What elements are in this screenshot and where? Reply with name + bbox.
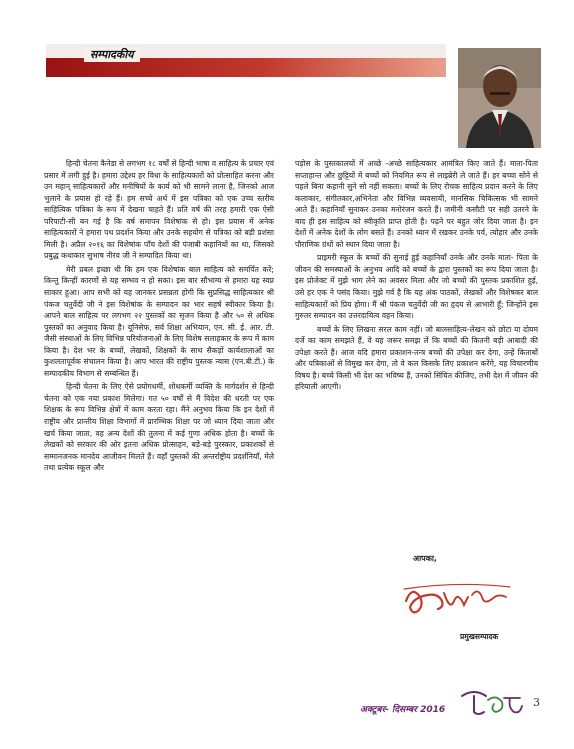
right-column: [295, 158, 538, 395]
paragraph: बच्चों के लिए लिखना सरल काम नहीं। जो बालसाहित्य-लेखन को छोटा या दोयम दर्जे का काम समझते हैं, वे यह जरूर समझ लें कि बच्चों की कितनी बड़ी आबादी की उपेक्षा करते हैं। आज यदि हमारा प्रकाशन-तन्त्र बच्चों की उपेक्षा कर देगा, उन्हें किताबों और पत्रिकाओं से विमुख कर देगा, तो वे कल किसके लिए प्रकाशन करेंगे, यह विचारणीय विषय है। बच्चे किसी भी देश का भविष्य हैं, उनको सिंचित कीजिए, तभी देश में जीवन की हरियाली आएगी।: [295, 324, 538, 392]
paragraph: मेरी प्रबल इच्छा थी कि हम एक विशेषांक बाल साहित्य को समर्पित करें; किन्तु किन्हीं कारणों से यह सम्भव न हो सका। इस बार सौभाग्य से हमारा यह स्वप्न साकार हुआ। आप सभी को यह जानकर प्रसन्नता होगी कि सुप्रसिद्ध साहित्यकार श्री पंकज चतुर्वेदी जी ने इस विशेषांक के सम्पादन का भार सहर्ष स्वीकार किया है। आपने बाल साहित्य पर लगभग २२ पुस्तकों का सृजन किया है और ५० से अधिक पुस्तकों का अनुवाद किया है। यूनिसेफ, सर्व शिक्षा अभियान, एन. सी. ई. आर. टी. जैसी संस्थाओं के लिए विभिन्न परियोजनाओं के लिए विशेष सलाहकार के रूप में काम किया है। देश भर के बच्चों, लेखकों, शिक्षकों के साथ सैकड़ों कार्यशालाओं का कुशलतापूर्वक संचालन किया है। आप भारत की राष्ट्रीय पुस्तक न्यास (एन.बी.टी.) के सम्पादकीय विभाग से सम्बन्धित हैं।: [44, 264, 274, 378]
editor-photo: [458, 48, 541, 148]
paragraph: हिन्दी चेतना कैनेडा से लगभग १८ वर्षों से हिन्दी भाषा व साहित्य के प्रचार एवं प्रसार में लगी हुई है। हमारा उद्देश्य हर विधा के साहित्यकारों को प्रोत्साहित करना और उन महान् साहित्यकारों और मनीषियों के कार्य को भी सामने लाना है, जिनको आज भुलाने के प्रयास हो रहे हैं। हम सच्चे अर्थ में इस पत्रिका को एक उच्च स्तरीय साहित्यिक पत्रिका के रूप में देखना चाहते हैं। प्रति वर्ष की तरह हमारी एक ऐसी परिपाटी-सी बन गई है कि वर्ष समापन विशेषांक से हो। इस प्रयास में अनेक साहित्यकारों ने हमारा पथ प्रदर्शन किया और उनके सहयोग से पत्रिका को बड़ी प्रशंसा मिली है। अप्रैल २०१६ का विशेषांक पाँच देशों की पंजाबी कहानियों का था, जिसको प्रबुद्ध कथाकार सुभाष नीरव जी ने सम्पादित किया था।: [44, 159, 274, 261]
portrait-image: [458, 48, 541, 148]
signatory-title: प्रमुखसम्पादक: [460, 632, 499, 641]
closing-salutation: आपका,: [413, 554, 437, 563]
paragraph: प्राइमरी स्कूल के बच्चों की सुनाई हुई कहानियाँ उनके और उनके माता- पिता के जीवन की समस्याओं के अनुभव आदि को बच्चों के द्वारा पुस्तकों का रूप दिया जाता है। इस प्रोजेक्ट में मुझे भाग लेने का अवसर मिला और जो बच्चों की पुस्तक प्रकाशित हुई, उसे हर एक ने पसंद किया। मुझे गर्व है कि यह अंक पाठकों, लेखकों और विशेषकर बाल साहित्यकारों को प्रिय होगा। मैं श्री पंकज चतुर्वेदी जी का हृदय से आभारी हूँ; जिन्होंने इस गुरुतर सम्पादन का उत्तरदायित्व वहन किया।: [295, 253, 538, 321]
paragraph: पड़ोस के पुस्तकालयों में अच्छे -अच्छे साहित्यकार आमंत्रित किए जाते हैं। माता-पिता सप्ताहान्त और छुट्टियों में बच्चों को नियमित रूप से लाइब्रेरी ले जाते हैं। हर बच्चा सोने से पहले बिना कहानी सुने सो नहीं सकता। बच्चों के लिए रोचक साहित्य प्रदान करने के लिए कलाकार, संगीतकार,अभिनेता और विभिन्न व्यवसायी, मानसिक चिकित्सक भी सामने आते हैं। कहानियाँ सुनाकर उनका मनोरंजन करते हैं। जमीनी कसौटी पर सही उतरने के बाद ही इस साहित्य को स्वीकृति प्राप्त होती है। पढ़ने पर बहुत जोर दिया जाता है। इन देशों में अनेक देशों के लोग बसते हैं। उनको ध्यान में रखकर उनके पर्व, त्योहार और उनके पौराणिक ग्रंथों को स्थान दिया जाता है।: [295, 159, 538, 249]
logo-image: [456, 686, 526, 720]
page-number: 3: [533, 696, 540, 709]
paragraph: हिन्दी चेतना के लिए ऐसे प्रयोगधर्मी, शोधकर्मी व्यक्ति के मार्गदर्शन से हिन्दी चेतना को एक नया प्रकाश मिलेगा। गत ५० वर्षों से मैं विदेश की धरती पर एक शिक्षक के रूप विभिन्न क्षेत्रों में काम करता रहा। मैंने अनुभव किया कि इन देशों में राष्ट्रीय और प्रान्तीय शिक्षा विभागों में प्रारम्भिक शिक्षा पर जो ध्यान दिया जाता और खर्च किया जाता, वह अन्य देशों की तुलना में कई गुणा अधिक होता है। बच्चों के लेखकों को सरकार की ओर इतना अधिक प्रोत्साहन, बड़े-बड़े पुरस्कार, प्रकाशकों से सम्मानजनक मानदेय आजीवन मिलते हैं। वहाँ पुस्तकों की अन्तर्राष्ट्रीय प्रदर्शनियाँ, मेले तथा प्रत्येक स्कूल और: [44, 382, 274, 473]
page-title: सम्पादकीय: [84, 47, 140, 62]
issue-date: अक्टूबर- दिसम्बर 2016: [360, 705, 446, 715]
handwritten-signature: [398, 567, 518, 623]
left-column: [44, 158, 274, 476]
signature-image: [398, 567, 518, 623]
hindi-chetna-logo: [456, 686, 526, 720]
